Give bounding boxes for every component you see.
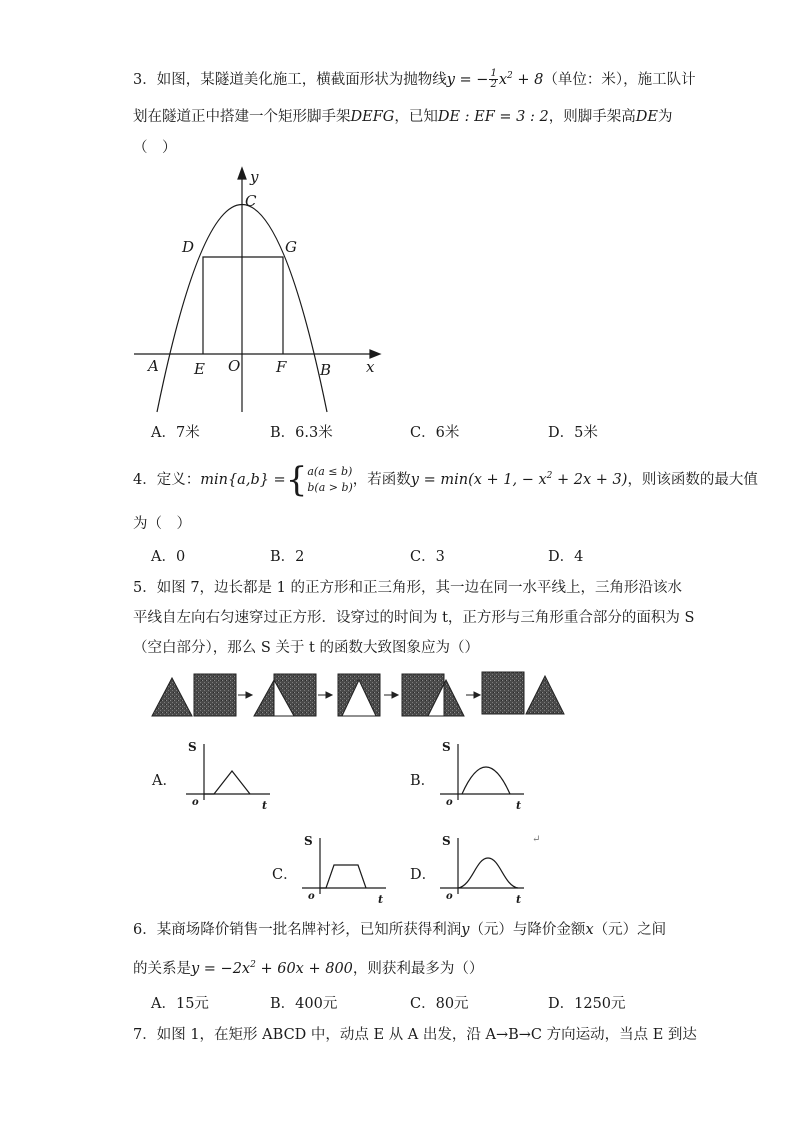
q3-equation: y = − $\frac{1}{2}$ $x^2 + 8$ bbox=[446, 68, 544, 91]
q5-option-c[interactable]: C． bbox=[272, 867, 298, 883]
label-f: F bbox=[276, 358, 287, 376]
q4-line1: 4．定义：min{a,b} ={ a(a ≤ b) b(a > b) ，若函数y = min(x + 1, − $x^2 + 2x + 3$)，则该函数的最大值 bbox=[133, 459, 758, 500]
q6-option-c[interactable]: C．80元 bbox=[410, 996, 469, 1012]
q5-graph-a[interactable] bbox=[182, 738, 276, 812]
axis-label-o: o bbox=[192, 797, 199, 808]
label-g: G bbox=[285, 238, 297, 256]
axis-label-t: t bbox=[516, 893, 522, 906]
q5-graph-d[interactable] bbox=[436, 832, 530, 906]
q3-parabola-figure bbox=[130, 162, 390, 417]
label-b: B bbox=[320, 361, 332, 379]
square-stage-1 bbox=[194, 674, 236, 716]
axis-label-s: S bbox=[188, 740, 197, 754]
q3-text: 3．如图，某隧道美化施工，横截面形状为抛物线 bbox=[133, 71, 447, 88]
return-mark: ↵ bbox=[532, 834, 541, 845]
q3-line1 bbox=[133, 66, 696, 90]
q3-answer-paren: （ ） bbox=[133, 140, 177, 156]
q4-option-d[interactable]: D．4 bbox=[548, 549, 584, 565]
axis-label-t: t bbox=[378, 893, 384, 906]
q5-line3: （空白部分），那么 S 关于 t 的函数大致图象应为（） bbox=[133, 640, 479, 656]
q4-line2: 为（ ） bbox=[133, 516, 191, 532]
label-x: x bbox=[366, 358, 375, 376]
q5-sequence-figure bbox=[150, 668, 570, 720]
axis-label-t: t bbox=[516, 799, 522, 812]
q5-option-b[interactable]: B． bbox=[410, 773, 436, 789]
q4-function: y = min(x + 1, − $x^2 + 2x + 3$) bbox=[410, 471, 628, 488]
axis-label-s: S bbox=[442, 740, 451, 754]
axis-label-o: o bbox=[446, 797, 453, 808]
q3-line2: 划在隧道正中搭建一个矩形脚手架DEFG，已知DE : EF = 3 : 2，则脚手架高DE为 bbox=[133, 109, 673, 125]
axis-label-s: S bbox=[442, 834, 451, 848]
label-c: C bbox=[245, 192, 257, 210]
q7-line1: 7．如图 1，在矩形 ABCD 中，动点 E 从 A 出发，沿 A→B→C 方向运动，当点 E 到达 bbox=[133, 1027, 697, 1043]
axis-label-t: t bbox=[262, 799, 268, 812]
label-a: A bbox=[148, 357, 159, 375]
label-d: D bbox=[182, 238, 195, 256]
q3-option-a[interactable]: A．7米 bbox=[151, 425, 200, 441]
q6-line1: 6．某商场降价销售一批名牌衬衫，已知所获得利润y（元）与降价金额x（元）之间 bbox=[133, 922, 667, 938]
q4-brace: { bbox=[285, 459, 308, 500]
q6-equation: $y = -2x^2 + 60x + 800$ bbox=[191, 960, 353, 977]
label-e: E bbox=[194, 360, 205, 378]
q6-option-a[interactable]: A．15元 bbox=[151, 996, 209, 1012]
q4-min-def: min{a,b} = bbox=[200, 471, 286, 488]
triangle-stage-1 bbox=[152, 678, 192, 716]
label-o: O bbox=[228, 357, 241, 375]
q5-option-a[interactable]: A． bbox=[152, 773, 177, 789]
q4-option-a[interactable]: A．0 bbox=[151, 549, 186, 565]
q4-option-b[interactable]: B．2 bbox=[270, 549, 305, 565]
rectangle-defg bbox=[203, 257, 283, 354]
q3-fraction: $\frac{1}{2}$ bbox=[490, 68, 497, 91]
q3-option-b[interactable]: B．6.3米 bbox=[270, 425, 333, 441]
q6-option-b[interactable]: B．400元 bbox=[270, 996, 338, 1012]
q4-option-c[interactable]: C．3 bbox=[410, 549, 445, 565]
q3-option-c[interactable]: C．6米 bbox=[410, 425, 460, 441]
q5-line2: 平线自左向右匀速穿过正方形．设穿过的时间为 t，正方形与三角形重合部分的面积为 S bbox=[133, 610, 695, 626]
q3-option-d[interactable]: D．5米 bbox=[548, 425, 598, 441]
q3-text-tail: （单位：米），施工队计 bbox=[543, 71, 696, 88]
q6-option-d[interactable]: D．1250元 bbox=[548, 996, 626, 1012]
q5-option-d[interactable]: D． bbox=[410, 867, 437, 883]
label-y: y bbox=[250, 168, 259, 186]
axis-label-o: o bbox=[446, 891, 453, 902]
q5-graph-b[interactable] bbox=[436, 738, 530, 812]
x-axis-arrow bbox=[370, 350, 380, 358]
q5-graph-c[interactable] bbox=[298, 832, 392, 906]
axis-label-s: S bbox=[304, 834, 313, 848]
axis-label-o: o bbox=[308, 891, 315, 902]
triangle-stage-5 bbox=[526, 676, 564, 714]
q5-line1: 5．如图 7，边长都是 1 的正方形和正三角形，其一边在同一水平线上，三角形沿该水 bbox=[133, 580, 683, 596]
y-axis-arrow bbox=[238, 168, 246, 179]
q4-cases: a(a ≤ b) b(a > b) bbox=[307, 464, 353, 494]
q6-line2: 的关系是$y = -2x^2 + 60x + 800$，则获利最多为（） bbox=[133, 960, 484, 977]
square-stage-5 bbox=[482, 672, 524, 714]
